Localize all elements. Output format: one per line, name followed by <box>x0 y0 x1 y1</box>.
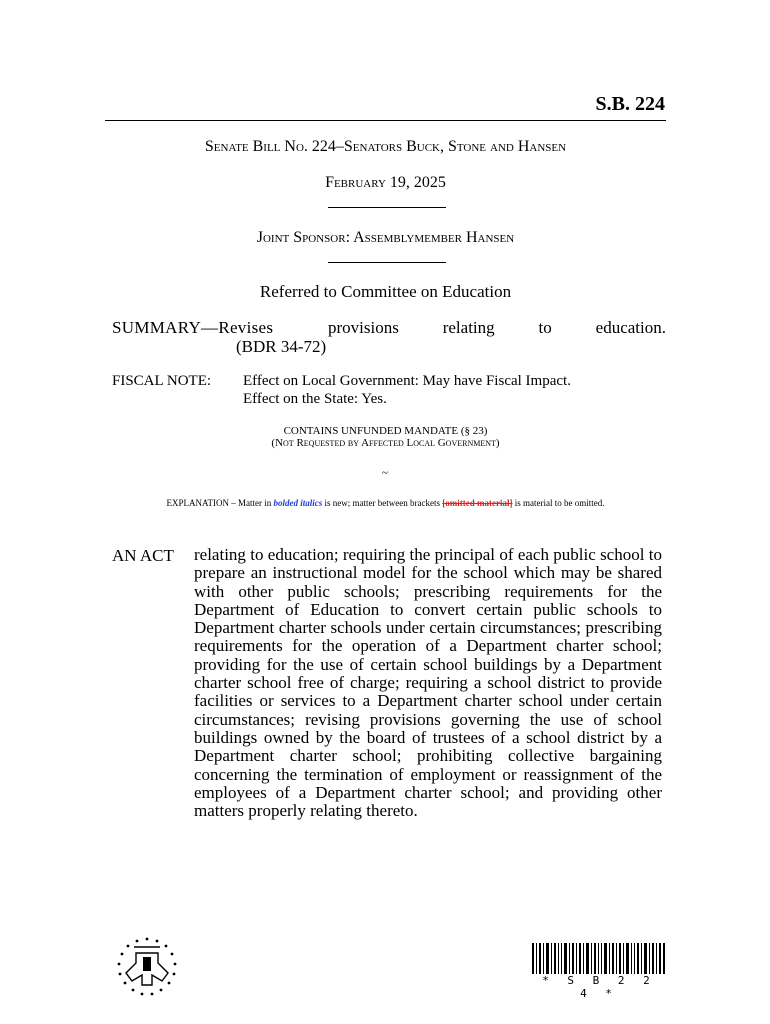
divider <box>328 207 446 208</box>
bill-number: S.B. 224 <box>595 93 665 115</box>
summary-text: provisions relating to education. <box>328 318 666 337</box>
explanation-suffix: is material to be omitted. <box>512 498 605 508</box>
summary-bdr: (BDR 34-72) <box>236 337 327 356</box>
barcode-text: * S B 2 2 4 * <box>532 974 666 1000</box>
unfunded-mandate: CONTAINS UNFUNDED MANDATE (§ 23) <box>283 425 488 437</box>
header-rule <box>105 120 666 121</box>
bill-date: February 19, 2025 <box>325 174 446 191</box>
fiscal-state: Effect on the State: Yes. <box>243 391 387 407</box>
explanation-middle: is new; matter between brackets <box>322 498 443 508</box>
divider <box>328 262 446 263</box>
explanation-prefix: EXPLANATION – Matter in <box>166 498 274 508</box>
act-body: relating to education; requiring the principal of each public school to prepare an instructional model for the school which may be shared with other public schools; prescribing requirements for the Department of Education to convert certain public schools to Department charter schools under certain circumstances; prescribing requirements for the operation of a Department charter school; providing for the use of certain school buildings by a Department charter school free of charge; requiring a school district to provide facilities or services to a Department charter school under certain circumstances; revising provisions governing the use of school buildings owned by the board of trustees of a school district by a Department charter school; prohibiting collective bargaining concerning the termination of employment or reassignment of the employees of a Department charter school; and providing other matters properly relating thereto. <box>194 545 662 821</box>
explanation-omitted: [omitted material] <box>442 498 513 508</box>
mandate-note: (Not Requested by Affected Local Government) <box>271 437 500 449</box>
bill-title: Senate Bill No. 224–Senators Buck, Stone and Hansen <box>204 138 567 155</box>
act-lead: AN ACT <box>112 546 174 565</box>
summary-label: SUMMARY—Revises <box>112 318 274 337</box>
referred-committee: Referred to Committee on Education <box>259 282 512 301</box>
fiscal-local: Effect on Local Government: May have Fiscal Impact. <box>243 373 571 389</box>
fiscal-note-label: FISCAL NOTE: <box>112 373 212 389</box>
joint-sponsor: Joint Sponsor: Assemblymember Hansen <box>256 229 515 246</box>
explanation <box>105 498 666 508</box>
nevada-state-seal-icon <box>112 935 182 999</box>
tilde-separator: ~ <box>382 467 388 479</box>
explanation-bold-italic: bolded italics <box>273 498 323 508</box>
